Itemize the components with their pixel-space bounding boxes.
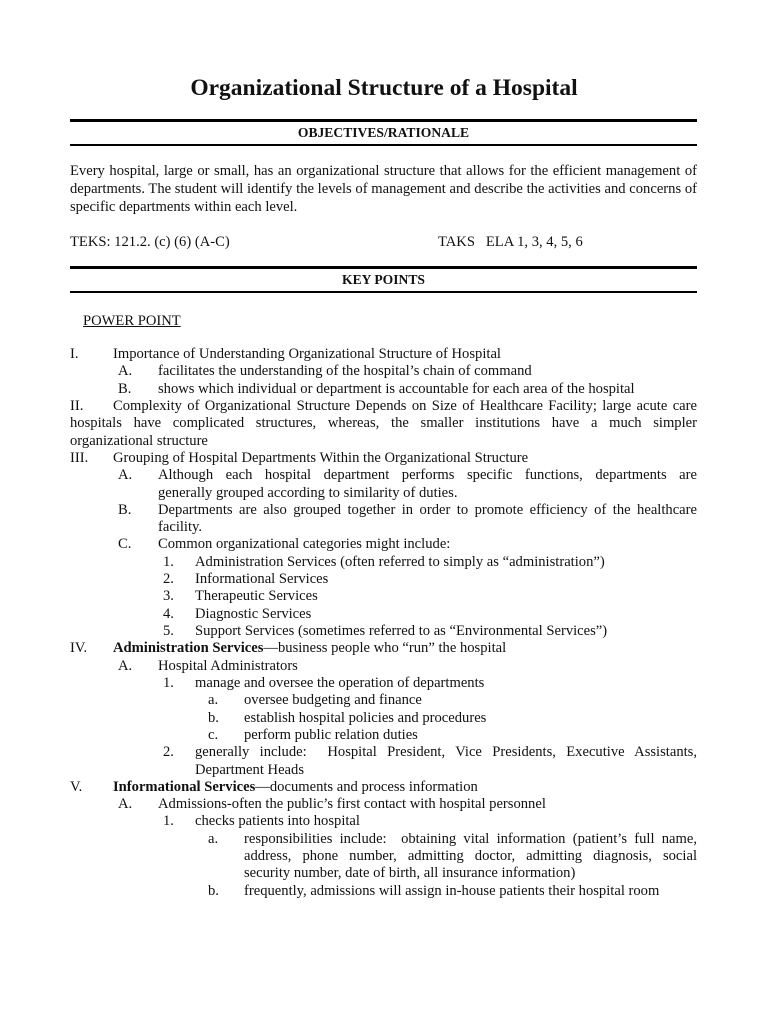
- outline-marker: a.: [208, 830, 219, 847]
- outline-marker: a.: [208, 692, 219, 709]
- outline-text: perform public relation duties: [244, 726, 418, 743]
- teks-reference: TEKS: 121.2. (c) (6) (A-C): [70, 234, 230, 250]
- outline-marker: b.: [208, 709, 219, 726]
- outline-marker: III.: [70, 449, 89, 466]
- objectives-rule: [70, 144, 697, 146]
- outline-item-III-C: [0, 536, 768, 553]
- outline-text: frequently, admissions will assign in-house patients their hospital room: [244, 882, 660, 899]
- outline-marker: 2.: [163, 571, 174, 588]
- outline-item-IV-A-1-c: [0, 727, 768, 744]
- outline-text: security number, date of birth, all insurance information): [244, 865, 576, 882]
- outline-text: Common organizational categories might include:: [158, 536, 451, 553]
- outline-item-II-cont: [0, 415, 768, 432]
- outline-text: Administration Services (often referred to simply as “administration”): [195, 553, 605, 570]
- outline-item-III-C-5: [0, 623, 768, 640]
- outline-item-III-C-3: [0, 588, 768, 605]
- outline-marker: c.: [208, 726, 219, 743]
- outline-item-III-B-cont: [0, 519, 768, 536]
- outline-marker: b.: [208, 882, 219, 899]
- outline-text: address, phone number, admitting doctor, admitting diagnosis, social: [244, 848, 697, 865]
- outline-marker: C.: [118, 536, 132, 553]
- outline-item-IV-A-2-cont: [0, 762, 768, 779]
- outline-item-II: [0, 398, 768, 415]
- outline-text: generally grouped according to similarity of duties.: [158, 484, 458, 501]
- outline-item-III-B: [0, 502, 768, 519]
- outline-marker: 4.: [163, 605, 174, 622]
- outline-item-IV-A-1-a: [0, 692, 768, 709]
- objectives-paragraph: Every hospital, large or small, has an organizational structure that allows for the efficient management of departments. The student will identify the levels of management and describe the activities and concerns of specific departments within each level.: [70, 163, 697, 215]
- outline-text: Departments are also grouped together in order to promote efficiency of the healthcare: [158, 501, 697, 518]
- key-points-rule: [70, 291, 697, 293]
- outline-item-I-B: [0, 381, 768, 398]
- outline-marker: 2.: [163, 744, 174, 761]
- outline-marker: B.: [118, 501, 132, 518]
- outline-marker: A.: [118, 363, 133, 380]
- outline-item-V-A-1-a-cont: [0, 848, 768, 865]
- page-title: Organizational Structure of a Hospital: [190, 75, 578, 101]
- top-rule: [70, 119, 697, 122]
- outline-item-III: [0, 450, 768, 467]
- outline-marker: A.: [118, 657, 133, 674]
- outline-text: checks patients into hospital: [195, 813, 360, 830]
- outline-item-III-A: [0, 467, 768, 484]
- objectives-heading: OBJECTIVES/RATIONALE: [297, 125, 470, 140]
- outline-item-I: [0, 346, 768, 363]
- outline-marker: I.: [70, 346, 79, 362]
- outline-item-V-A-1-a: [0, 831, 768, 848]
- outline-item-IV: [0, 640, 768, 657]
- outline-text: manage and oversee the operation of departments: [195, 674, 485, 691]
- key-points-heading: KEY POINTS: [342, 272, 425, 287]
- outline-marker: A.: [118, 796, 133, 813]
- outline-item-V-A: [0, 796, 768, 813]
- outline-description: —business people who “run” the hospital: [263, 640, 507, 657]
- outline-bold-term: Administration Services: [113, 640, 264, 657]
- outline-marker: 3.: [163, 588, 174, 605]
- outline-text: Department Heads: [195, 761, 305, 778]
- outline-marker: 1.: [163, 553, 174, 570]
- outline-text: [113, 640, 506, 657]
- outline-text: facilitates the understanding of the hospital’s chain of command: [158, 363, 532, 380]
- outline-text: Therapeutic Services: [195, 588, 318, 605]
- outline-text: Although each hospital department performs specific functions, departments are: [158, 467, 697, 484]
- outline-text: Importance of Understanding Organizational Structure of Hospital: [113, 346, 501, 362]
- outline-text: hospitals have complicated structures, whereas, the smaller institutions have a much simpler: [70, 415, 697, 432]
- outline-marker: II.: [70, 397, 84, 414]
- outline-text: Admissions-often the public’s first contact with hospital personnel: [158, 796, 546, 813]
- outline-text: organizational structure: [70, 432, 208, 449]
- outline-text: Support Services (sometimes referred to as “Environmental Services”): [195, 623, 608, 639]
- outline-item-IV-A-1-b: [0, 710, 768, 727]
- outline-marker: 1.: [163, 674, 174, 691]
- outline-text: Diagnostic Services: [195, 605, 312, 622]
- outline-text: Informational Services: [195, 571, 329, 588]
- outline-item-V: [0, 779, 768, 796]
- outline-marker: V.: [70, 778, 83, 795]
- outline-text: Complexity of Organizational Structure Depends on Size of Healthcare Facility; large acute care: [113, 397, 697, 414]
- outline-text: oversee budgeting and finance: [244, 692, 422, 709]
- outline-marker: B.: [118, 380, 132, 397]
- outline-text: responsibilities include: obtaining vital information (patient’s full name,: [244, 830, 697, 847]
- outline-bold-term: Informational Services: [113, 778, 256, 795]
- outline-text: Grouping of Hospital Departments Within the Organizational Structure: [113, 449, 529, 466]
- outline-item-IV-A-1: [0, 675, 768, 692]
- outline-text: Hospital Administrators: [158, 657, 298, 674]
- outline-item-I-A: [0, 363, 768, 380]
- outline-item-IV-A-2: [0, 744, 768, 761]
- outline-marker: 5.: [163, 623, 174, 639]
- outline-item-V-A-1: [0, 813, 768, 830]
- outline-item-V-A-1-b: [0, 883, 768, 900]
- outline-text: establish hospital policies and procedures: [244, 709, 487, 726]
- taks-reference: TAKS ELA 1, 3, 4, 5, 6: [438, 234, 583, 250]
- outline-marker: IV.: [70, 640, 88, 657]
- outline-item-V-A-1-a-cont: [0, 865, 768, 882]
- outline-text: shows which individual or department is accountable for each area of the hospital: [158, 380, 635, 397]
- outline-item-III-C-4: [0, 606, 768, 623]
- outline-marker: A.: [118, 467, 133, 484]
- outline-item-III-C-2: [0, 571, 768, 588]
- outline-item-IV-A: [0, 658, 768, 675]
- outline-item-III-A-cont: [0, 485, 768, 502]
- outline-item-III-C-1: [0, 554, 768, 571]
- power-point-link[interactable]: POWER POINT: [83, 313, 181, 329]
- outline-marker: 1.: [163, 813, 174, 830]
- outline-item-II-cont: [0, 433, 768, 450]
- outline-description: —documents and process information: [255, 778, 478, 795]
- key-points-top-rule: [70, 266, 697, 269]
- outline-text: facility.: [158, 519, 203, 536]
- outline: [0, 346, 768, 900]
- outline-text: generally include: Hospital President, Vice Presidents, Executive Assistants,: [195, 744, 697, 761]
- outline-text: [113, 779, 478, 796]
